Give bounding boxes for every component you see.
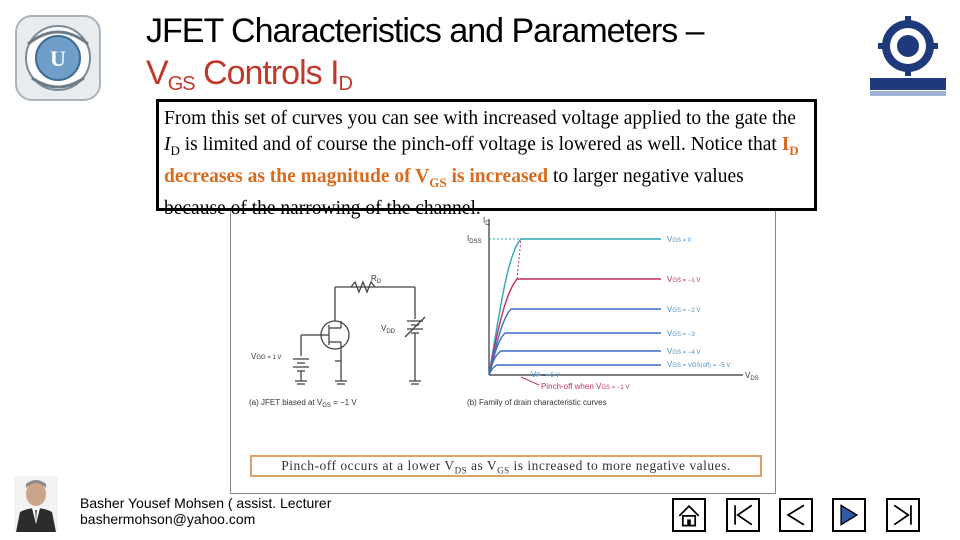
title-v: V [146,54,168,92]
home-button[interactable] [672,498,706,532]
callout-text-1: From this set of curves you can see with increased voltage applied to the gate the [164,108,796,129]
curve-label-1: VGS = −1 V [667,275,701,284]
curve-label-4: VGS = −4 V [667,347,701,356]
circuit-caption: (a) JFET biased at $V_{GS} = -1$ V [249,398,357,409]
curve-label-2: VGS = −2 V [667,305,701,314]
author-info [80,495,331,527]
curve-vgs-minus1 [489,279,661,375]
curve-label-0: VGS = 0 [667,235,692,244]
explanation-callout [156,99,817,219]
vp-label: VP = +5 V [531,370,560,379]
idss-label: $I_{DSS}$ [467,234,482,245]
jfet-figure [230,190,776,494]
jfet-circuit [293,282,425,384]
curve-label-5: VGS = VGS(off) = −5 V [667,360,731,369]
home-icon [674,500,704,530]
first-slide-button[interactable] [726,498,760,532]
university-logo [14,14,102,102]
vds-axis-label: $V_{DS}$ [745,371,759,382]
title-gs-sub: GS [167,73,195,95]
last-slide-button[interactable] [886,498,920,532]
curve-vgs-0 [489,239,661,375]
callout-text-3: to larger negative values because of the narrowing of the channel. [164,165,744,219]
curve-vgs-minus4 [489,351,661,375]
title-d-sub: D [338,73,352,95]
author-email: bashermohson@yahoo.com [80,511,256,527]
curve-vgs-minus3 [489,333,661,375]
svg-text:U: U [50,46,66,71]
vgg-label: VGG = 1 V [251,352,282,361]
next-slide-button[interactable] [832,498,866,532]
callout-highlight: $I_D$ decreases as the magnitude of $V_{GS}$ is increased [164,134,799,190]
jfet-diagram [231,191,775,493]
callout-i-sub: D [170,142,180,158]
curve-vgs-off [489,365,661,375]
pinch-off-label: Pinch-off when VGS = −1 V [541,382,630,391]
id-axis-label: $I_D$ [483,216,490,227]
author-name: Basher Yousef Mohsen ( assist. Lecturer [80,495,332,511]
slide-title [146,10,846,105]
previous-slide-button[interactable] [779,498,813,532]
figure-caption: Pinch-off occurs at a lower $V_{DS}$ as $V_{GS}$ is increased to more negative values. [250,455,762,477]
callout-i: I [164,134,171,155]
next-slide-icon [834,500,864,530]
title-controls: Controls I [194,54,339,92]
rd-label: $R_D$ [371,274,382,285]
callout-text-2: is limited and of course the pinch-off voltage is lowered as well. Notice that [179,134,782,155]
curves-caption: (b) Family of drain characteristic curves [467,398,607,407]
first-slide-icon [728,500,758,530]
vdd-label: $V_{DD}$ [381,324,396,335]
title-line-1: JFET Characteristics and Parameters – [146,12,704,50]
curve-label-3: VGS = −3 [667,329,695,338]
title-line-2 [146,52,846,105]
previous-slide-icon [781,500,811,530]
last-slide-icon [888,500,918,530]
college-logo [866,14,950,98]
author-photo [14,476,58,532]
